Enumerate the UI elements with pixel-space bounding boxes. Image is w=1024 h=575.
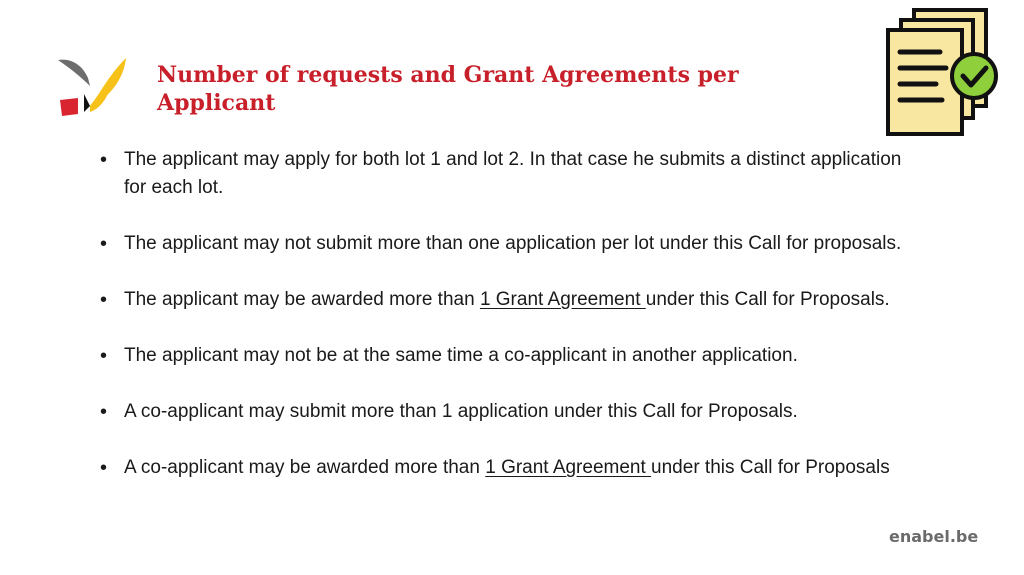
bullet-item bbox=[100, 342, 920, 370]
bullet-text: The applicant may not be at the same time a co-applicant in another application. bbox=[124, 345, 798, 366]
bullet-item bbox=[100, 398, 920, 426]
underlined-text: 1 Grant Agreement bbox=[479, 289, 646, 310]
underlined-text: 1 Grant Agreement bbox=[485, 457, 652, 478]
bullet-text: The applicant may not submit more than one application per lot under this Call for proposals. bbox=[124, 233, 902, 254]
bullet-text: A co-applicant may be awarded more than bbox=[124, 457, 486, 478]
page-title: Number of requests and Grant Agreements per Applicant bbox=[157, 62, 739, 116]
bullet-item bbox=[100, 286, 920, 314]
bullet-text: The applicant may apply for both lot 1 and lot 2. In that case he submits a distinct application for each lot. bbox=[124, 149, 902, 198]
bullet-item bbox=[100, 454, 920, 482]
bullet-text: under this Call for Proposals. bbox=[645, 289, 890, 310]
bullet-item bbox=[100, 146, 920, 202]
bullet-text: The applicant may be awarded more than bbox=[124, 289, 480, 310]
enabel-logo bbox=[56, 54, 128, 118]
bullet-text: A co-applicant may submit more than 1 application under this Call for Proposals. bbox=[124, 401, 798, 422]
bullet-text: under this Call for Proposals bbox=[651, 457, 890, 478]
footer-brand: enabel.be bbox=[889, 527, 979, 546]
bullet-item bbox=[100, 230, 920, 258]
bullet-list bbox=[100, 146, 920, 510]
documents-check-icon bbox=[884, 6, 1020, 138]
